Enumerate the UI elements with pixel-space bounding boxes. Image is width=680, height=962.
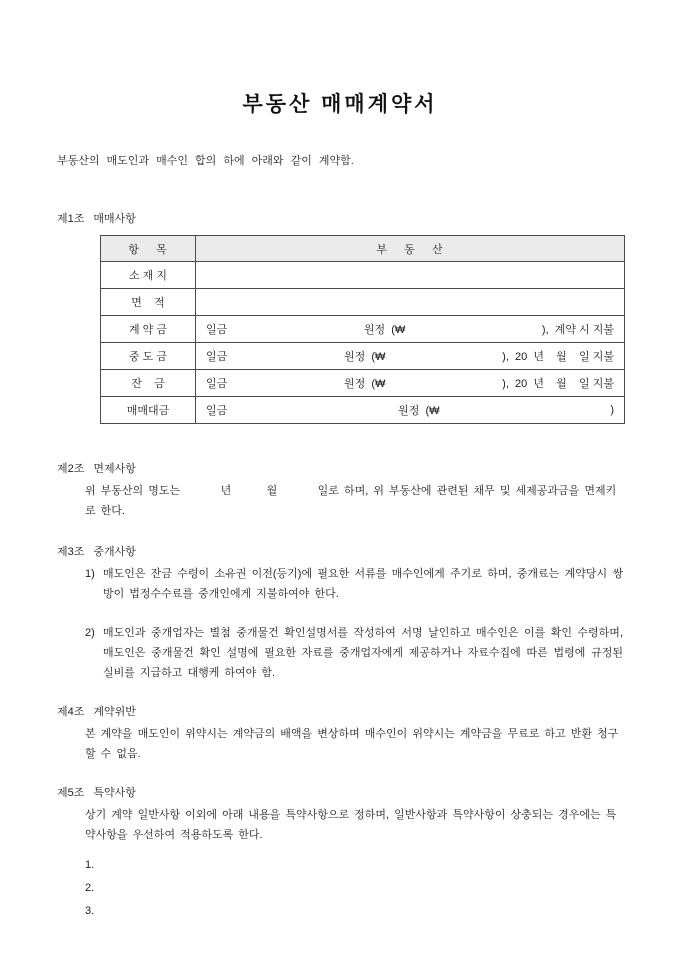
- article-5-body: 상기 계약 일반사항 이외에 아래 내용을 특약사항으로 정하며, 일반사항과 특약사항이 상충되는 경우에는 특약사항을 우선하여 적용하도록 한다.: [85, 809, 617, 841]
- amount-prefix-text: 일금: [206, 324, 228, 336]
- row-balance-value-parts: [206, 375, 614, 391]
- intro-text: 부동산의 매도인과 매수인 합의 하에 아래와 같이 계약함.: [57, 155, 354, 167]
- article-2-body: 위 부동산의 명도는 년 월 일로 하며, 위 부동산에 관련된 채무 및 세제공과금을 면제키로 한다.: [85, 485, 617, 517]
- special-terms-list: [85, 854, 623, 923]
- special-term-line-1: 1.: [85, 859, 95, 871]
- article-3-clause-2: [85, 623, 623, 683]
- article-3: [57, 543, 623, 683]
- article-1-title: 매매사항: [93, 213, 136, 225]
- article-3-heading: [57, 543, 623, 559]
- special-term-line-2: 2.: [85, 882, 95, 894]
- row-interim-payment-label: 중 도 금: [101, 343, 196, 370]
- row-balance-label: 잔 금: [101, 370, 196, 397]
- article-2-heading: [57, 460, 623, 476]
- article-2-number: 제2조: [57, 463, 85, 475]
- article-4: [57, 703, 623, 764]
- table-row-area: [101, 289, 625, 316]
- amount-prefix-text: 일금: [206, 351, 228, 363]
- article-4-heading: [57, 703, 623, 719]
- payment-terms-text: ): [610, 404, 614, 416]
- article-5-heading: [57, 784, 623, 800]
- sale-table: [100, 235, 625, 424]
- clause-2-text: 매도인과 중개업자는 별첨 중개물건 확인설명서를 작성하여 서명 날인하고 매수인은 이를 확인 수령하며, 매도인은 중개물건 확인 설명에 필요한 자료를 중개업자에게 제공하거나 자료수집에 따른 법령에 규정된 실비를 지급하고 대행케 하여야 함.: [103, 627, 623, 679]
- row-interim-payment-value-parts: [206, 348, 614, 364]
- article-2-title: 면제사항: [93, 463, 136, 475]
- article-3-title: 중개사항: [93, 546, 136, 558]
- table-row-location: [101, 262, 625, 289]
- article-3-clause-1: [85, 564, 623, 604]
- article-4-title: 계약위반: [93, 706, 136, 718]
- won-amount-text: 원정 (₩: [344, 378, 386, 390]
- table-row-down-payment: [101, 316, 625, 343]
- table-header-property: 부 동 산: [196, 236, 625, 262]
- row-area-label: 면 적: [101, 289, 196, 316]
- article-2: [57, 460, 623, 521]
- row-location-label: 소 재 지: [101, 262, 196, 289]
- won-amount-text: 원정 (₩: [344, 351, 386, 363]
- row-area-value: [196, 289, 625, 316]
- won-amount-text: 원정 (₩: [398, 405, 440, 417]
- table-row-total-price: [101, 397, 625, 424]
- row-down-payment-value-parts: [206, 321, 614, 337]
- table-header-row: [101, 236, 625, 262]
- row-interim-payment-value: [196, 343, 625, 370]
- payment-terms-text: ), 계약 시 지불: [541, 324, 614, 336]
- article-1-number: 제1조: [57, 213, 85, 225]
- article-1: [57, 210, 623, 424]
- row-down-payment-value: [196, 316, 625, 343]
- article-5-title: 특약사항: [93, 787, 136, 799]
- table-row-interim-payment: [101, 343, 625, 370]
- row-down-payment-label: 계 약 금: [101, 316, 196, 343]
- row-total-price-label: 매매대금: [101, 397, 196, 424]
- document-title: 부동산 매매계약서: [242, 93, 438, 116]
- table-row-balance: [101, 370, 625, 397]
- special-term-line-3: 3.: [85, 905, 95, 917]
- table-header-item: 항 목: [101, 236, 196, 262]
- article-5: [57, 784, 623, 923]
- clause-1-text: 매도인은 잔금 수령이 소유권 이전(등기)에 필요한 서류를 매수인에게 주기로 하며, 중개료는 계약당시 쌍방이 법정수수료를 중개인에게 지불하여야 한다.: [103, 568, 623, 600]
- payment-terms-text: ), 20 년 월 일 지불: [502, 378, 614, 390]
- payment-terms-text: ), 20 년 월 일 지불: [502, 351, 614, 363]
- article-3-number: 제3조: [57, 546, 85, 558]
- row-location-value: [196, 262, 625, 289]
- article-4-number: 제4조: [57, 706, 85, 718]
- article-1-heading: [57, 210, 623, 226]
- clause-1-marker: 1): [85, 568, 95, 580]
- amount-prefix-text: 일금: [206, 405, 228, 417]
- article-4-body: 본 계약을 매도인이 위약시는 계약금의 배액을 변상하며 매수인이 위약시는 계약금을 무료로 하고 반환 청구 할 수 없음.: [85, 728, 624, 760]
- row-balance-value: [196, 370, 625, 397]
- amount-prefix-text: 일금: [206, 378, 228, 390]
- article-5-number: 제5조: [57, 787, 85, 799]
- won-amount-text: 원정 (₩: [363, 324, 406, 336]
- clause-2-marker: 2): [85, 627, 95, 639]
- row-total-price-value: [196, 397, 625, 424]
- row-total-price-value-parts: [206, 402, 614, 418]
